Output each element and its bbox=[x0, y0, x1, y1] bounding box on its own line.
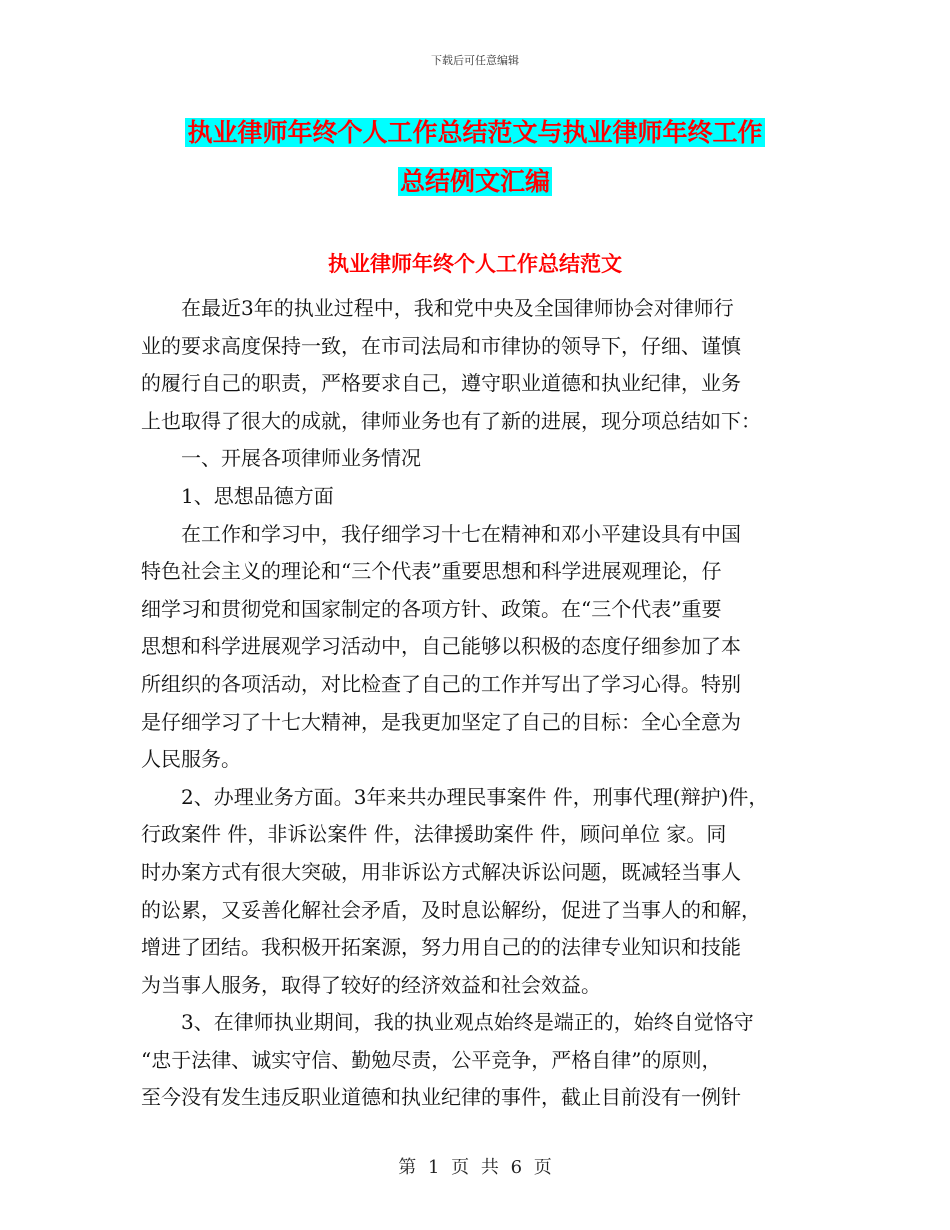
body-line: 业的要求高度保持一致，在市司法局和市律协的领导下，仔细、谨慎 bbox=[141, 333, 741, 358]
title-highlight-1: 执业律师年终个人工作总结范文与执业律师年终工作 bbox=[187, 118, 763, 147]
body-line: 1、思想品德方面 bbox=[141, 483, 334, 508]
section-title: 执业律师年终个人工作总结范文 bbox=[328, 252, 622, 276]
body-line: 时办案方式有很大突破，用非诉讼方式解决诉讼问题，既减轻当事人 bbox=[141, 859, 741, 884]
body-line: 2、办理业务方面。3年来共办理民事案件 件，刑事代理(辩护)件， bbox=[141, 784, 769, 809]
body-line: 特色社会主义的理论和“三个代表”重要思想和科学进展观理论，仔 bbox=[141, 559, 722, 584]
body-line: 3、在律师执业期间，我的执业观点始终是端正的，始终自觉恪守 bbox=[141, 1010, 754, 1035]
header-note: 下载后可任意编辑 bbox=[431, 54, 519, 67]
body-line: 上也取得了很大的成就，律师业务也有了新的进展，现分项总结如下： bbox=[141, 408, 761, 433]
document-title-line-1 bbox=[0, 108, 950, 157]
body-line: 人民服务。 bbox=[141, 747, 241, 772]
title-highlight-2: 总结例文汇编 bbox=[399, 167, 550, 196]
body-line: 一、开展各项律师业务情况 bbox=[141, 446, 421, 471]
body-line: 思想和科学进展观学习活动中，自己能够以积极的态度仔细参加了本 bbox=[141, 634, 741, 659]
body-line: 至今没有发生违反职业道德和执业纪律的事件，截止目前没有一例针 bbox=[141, 1085, 741, 1110]
body-line: 是仔细学习了十七大精神，是我更加坚定了自己的目标：全心全意为 bbox=[141, 709, 741, 734]
body-line: 行政案件 件，非诉讼案件 件，法律援助案件 件，顾问单位 家。同 bbox=[141, 822, 727, 847]
body-line: 所组织的各项活动，对比检查了自己的工作并写出了学习心得。特别 bbox=[141, 671, 741, 696]
body-line: 增进了团结。我积极开拓案源，努力用自己的的法律专业知识和技能 bbox=[141, 935, 741, 960]
body-line: 在最近3年的执业过程中，我和党中央及全国律师协会对律师行 bbox=[141, 296, 734, 320]
body-line: 细学习和贯彻党和国家制定的各项方针、政策。在“三个代表”重要 bbox=[141, 596, 722, 621]
document-title-line-2 bbox=[0, 157, 950, 206]
document-title bbox=[0, 108, 950, 206]
body-line: 在工作和学习中，我仔细学习十七在精神和邓小平建设具有中国 bbox=[141, 521, 741, 546]
page-footer: 第 1 页 共 6 页 bbox=[398, 1157, 552, 1178]
body-line: 的讼累，又妥善化解社会矛盾，及时息讼解纷，促进了当事人的和解， bbox=[141, 897, 761, 922]
body-line: 的履行自己的职责，严格要求自己，遵守职业道德和执业纪律，业务 bbox=[141, 371, 741, 396]
body-text bbox=[141, 290, 841, 1117]
body-line: “忠于法律、诚实守信、勤勉尽责，公平竞争，严格自律”的原则， bbox=[141, 1047, 722, 1072]
body-line: 为当事人服务，取得了较好的经济效益和社会效益。 bbox=[141, 972, 601, 997]
